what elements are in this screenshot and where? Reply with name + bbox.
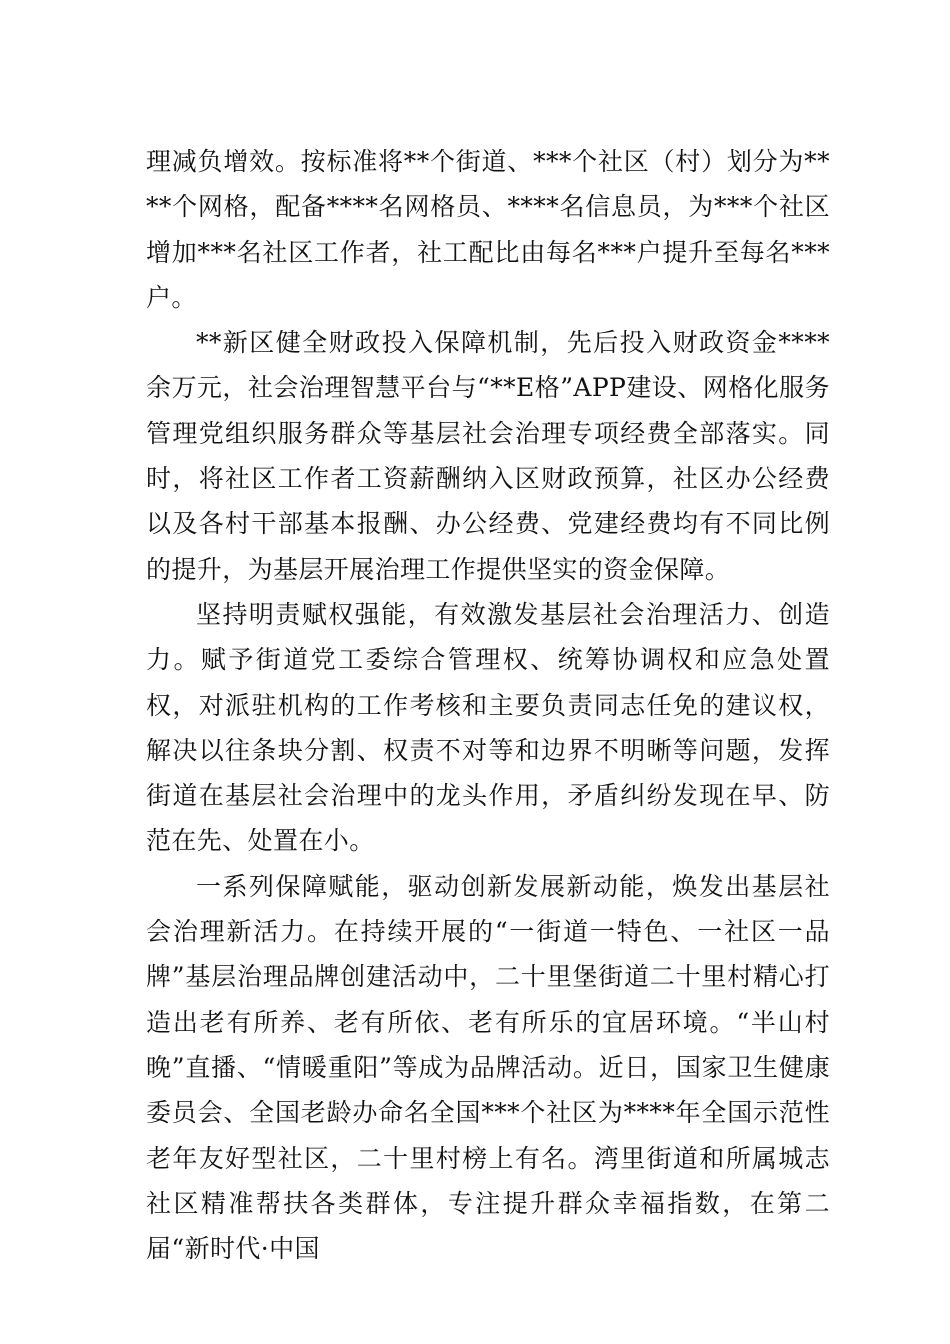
- paragraph-empowerment: 坚持明责赋权强能，有效激发基层社会治理活力、创造力。赋予街道党工委综合管理权、统筹协调权和应急处置权，对派驻机构的工作考核和主要负责同志任免的建议权，解决以往条块分割、权责不对等和边界不明晰等问题，发挥街道在基层社会治理中的龙头作用，矛盾纠纷发现在早、防范在先、处置在小。: [146, 599, 830, 856]
- paragraph-finance-guarantee: **新区健全财政投入保障机制，先后投入财政资金****余万元，社会治理智慧平台与“**E格”APP建设、网格化服务管理党组织服务群众等基层社会治理专项经费全部落实。同时，将社区工作者工资薪酬纳入区财政预算，社区办公经费以及各村干部基本报酬、办公经费、党建经费均有不同比例的提升，为基层开展治理工作提供坚实的资金保障。: [146, 328, 830, 584]
- paragraph-innovation: 一系列保障赋能，驱动创新发展新动能，焕发出基层社会治理新活力。在持续开展的“一街道一特色、一社区一品牌”基层治理品牌创建活动中，二十里堡街道二十里村精心打造出老有所养、老有所依、老有所乐的宜居环境。“半山村晚”直播、“情暖重阳”等成为品牌活动。近日，国家卫生健康委员会、全国老龄办命名全国***个社区为****年全国示范性老年友好型社区，二十里村榜上有名。湾里街道和所属城志社区精准帮扶各类群体，专注提升群众幸福指数，在第二届“新时代·中国: [146, 871, 830, 1264]
- document-body: [146, 139, 830, 1271]
- paragraph-continuation: 理减负增效。按标准将**个街道、***个社区（村）划分为****个网格，配备****名网格员、****名信息员，为***个社区增加***名社区工作者，社工配比由每名***户提升至每名***户。: [146, 147, 830, 312]
